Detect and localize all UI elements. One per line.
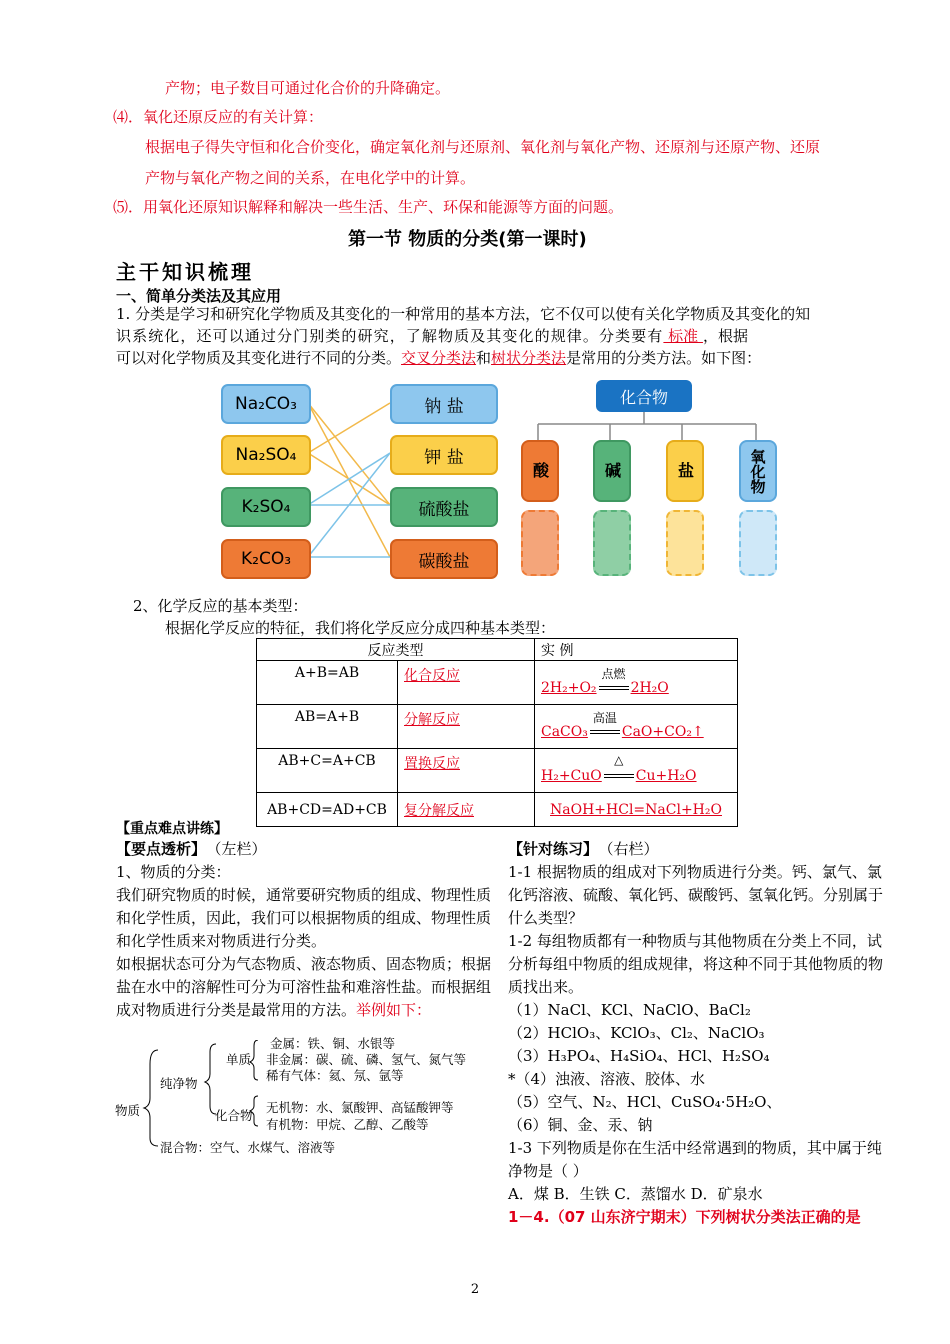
tree-child-base: 碱 [593,440,631,502]
para1-line-c: 可以对化学物质及其变化进行不同的分类。交叉分类法和树状分类法是常用的分类方法。如下图： [116,349,762,367]
question-1-2-item: （6）铜、金、汞、钠 [508,1116,653,1134]
table-header-type: 反应类型 [257,639,535,661]
tree-inorganic: 无机物：水、氯酸钾、高锰酸钾等 [266,1100,454,1115]
question-1-2: 1-2 每组物质都有一种物质与其他物质在分类上不同，试分析每组中物质的组成规律，将这种不同于其他物质的物质找出来。 [508,932,884,996]
table-row: A+B=AB 化合反应 2H₂+O₂ 点燃 2H₂O [257,661,738,705]
tree-rare-gas: 稀有气体：氦、氖、氩等 [266,1068,404,1083]
subsection-2-desc: 根据化学反应的特征，我们将化学反应分成四种基本类型： [165,619,556,637]
tree-placeholder-oxide [739,510,777,576]
tree-pure: 纯净物 [160,1076,198,1091]
section-title: 主干知识梳理 [116,260,254,284]
tree-child-salt: 盐 [666,440,704,502]
page-number: 2 [470,1282,480,1297]
cross-left-na2so4: Na₂SO₄ [221,435,311,475]
fill-tree-class: 树状分类法 [491,349,567,367]
left-col-header: 【要点透析】 （左栏） [116,840,267,858]
question-1-1: 1-1 根据物质的组成对下列物质进行分类。钙、氯气、氯化钙溶液、硫酸、氧化钙、碳酸钙、氢氧化钙。分别属于什么类型？ [508,863,884,927]
cross-right-carbonate: 碳酸盐 [390,539,498,579]
top-line-4: 产物与氧化产物之间的关系，在电化学中的计算。 [145,169,476,187]
cross-right-potassium: 钾 盐 [390,435,498,475]
tree-lines [520,408,780,442]
para1-line-a: 1. 分类是学习和研究化学物质及其变化的一种常用的基本方法，它不仅可以使有关化学物质及其变化的知 [116,305,811,323]
para1-line-b: 识系统化，还可以通过分门别类的研究，了解物质及其变化的规律。分类要有 标准 ，根据 [116,327,748,345]
tree-child-oxide: 氧化物 [739,440,777,502]
question-1-2-item: *（4）浊液、溶液、胶体、水 [508,1070,706,1088]
tree-compound: 化合物 [215,1108,253,1123]
tree-placeholder-acid [521,510,559,576]
tree-mixture: 混合物：空气、水煤气、溶液等 [160,1140,336,1155]
right-col-header: 【针对练习】 （右栏） [508,840,659,858]
table-row: AB+CD=AD+CB 复分解反应 NaOH+HCl=NaCl+H₂O [257,793,738,827]
left-p2: 我们研究物质的时候，通常要研究物质的组成、物理性质和化学性质，因此，我们可以根据物质的组成、物理性质和化学性质来对物质进行分类。 [116,886,492,950]
question-1-3: 1-3 下列物质是你在生活中经常遇到的物质，其中属于纯净物是（ ） [508,1139,882,1180]
table-row: AB=A+B 分解反应 CaCO₃ 高温 CaO+CO₂↑ [257,705,738,749]
cross-left-na2co3: Na₂CO₃ [221,384,311,424]
reaction-table [256,638,738,827]
question-1-4: 1－4.（07 山东济宁期末）下列树状分类法正确的是 [508,1208,861,1226]
tree-placeholder-salt [666,510,704,576]
table-header-example: 实 例 [535,639,738,661]
subsection-2: 2、化学反应的基本类型： [133,597,308,615]
tree-substance: 物质 [115,1103,141,1118]
question-1-2-item: （5）空气、N₂、HCl、CuSO₄·5H₂O、 [508,1093,782,1111]
cross-left-k2so4: K₂SO₄ [221,487,311,527]
cross-right-sulfate: 硫酸盐 [390,487,498,527]
question-1-2-item: （3）H₃PO₄、H₄SiO₄、HCl、H₂SO₄ [508,1047,770,1065]
page-heading: 第一节 物质的分类(第一课时) [348,229,587,250]
top-line-5: ⑸．用氧化还原知识解释和解决一些生活、生产、环保和能源等方面的问题。 [113,198,624,216]
question-1-2-item: （2）HClO₃、KClO₃、Cl₂、NaClO₃ [508,1024,765,1042]
tree-placeholder-base [593,510,631,576]
tree-root-compound: 化合物 [596,380,692,412]
right-col-body [508,861,884,1229]
table-row: AB+C=A+CB 置换反应 H₂+CuO △ Cu+H₂O [257,749,738,793]
tree-metal: 金属：铁、铜、水银等 [270,1036,396,1051]
tree-child-acid: 酸 [521,440,559,502]
fill-cross-class: 交叉分类法 [401,349,477,367]
subsection-1: 一、简单分类法及其应用 [116,287,282,305]
top-line-3: 根据电子得失守恒和化合价变化，确定氧化剂与还原剂、氧化剂与氧化产物、还原剂与还原产物、还原 [145,138,821,156]
cross-left-k2co3: K₂CO₃ [221,539,311,579]
cross-right-sodium: 钠 盐 [390,384,498,424]
fill-standard: 标准 [663,327,703,345]
top-line-1: 产物；电子数目可通过化合价的升降确定。 [165,79,451,97]
tree-nonmetal: 非金属：碳、硫、磷、氢气、氮气等 [266,1052,467,1067]
left-p1: 1、物质的分类： [116,863,231,881]
focus-title: 【重点难点讲练】 [116,821,228,837]
left-p3: 如根据状态可分为气态物质、液态物质、固态物质；根据盐在水中的溶解性可分为可溶性盐和难溶性盐。而根据组成对物质进行分类是最常用的方法。举例如下： [116,955,492,1019]
tree-simple: 单质 [226,1052,252,1067]
left-col-body [116,861,492,1022]
top-line-2: ⑷．氧化还原反应的有关计算： [113,108,324,126]
question-1-3-options: A．煤 B．生铁 C．蒸馏水 D．矿泉水 [508,1185,763,1203]
tree-organic: 有机物：甲烷、乙醇、乙酸等 [266,1117,429,1132]
question-1-2-item: （1）NaCl、KCl、NaClO、BaCl₂ [508,1001,751,1019]
